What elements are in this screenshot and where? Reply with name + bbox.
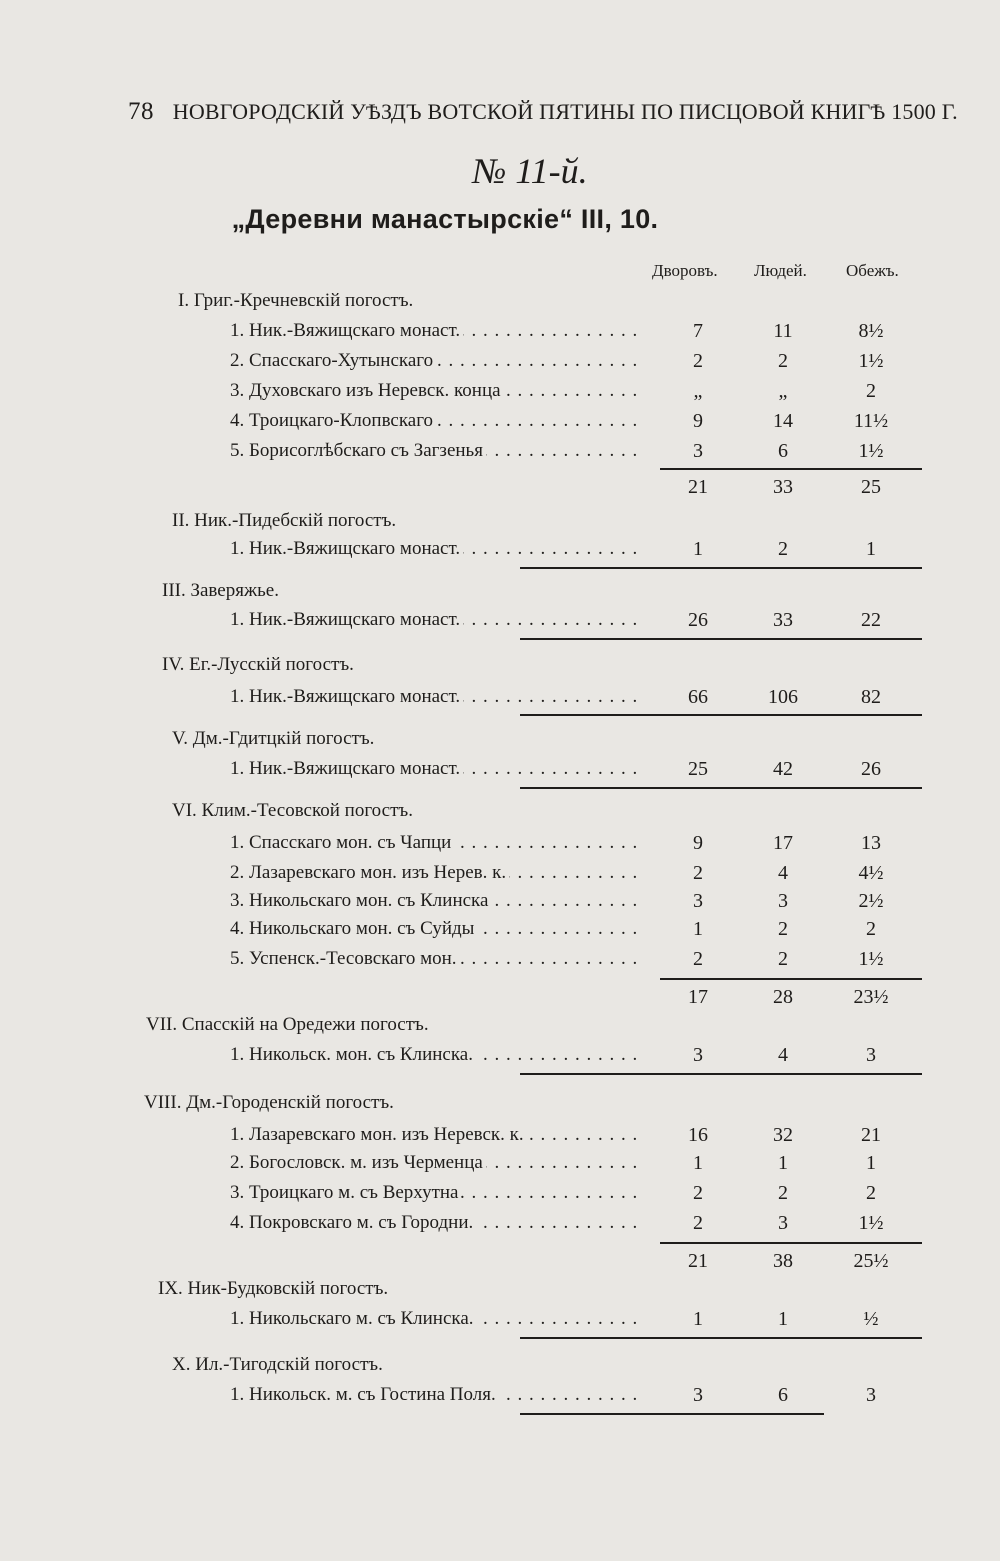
people-total: 33 [773,476,793,498]
table-row [230,1178,920,1208]
households-value: 3 [693,1384,703,1406]
row-label: 1. Лазаревскаго мон. изъ Неревск. к. [230,1124,527,1145]
obzhi-total: 25 [861,476,881,498]
people-value: 1 [778,1152,788,1174]
households-total: 21 [688,476,708,498]
people-value: 6 [778,1384,788,1406]
row-label: 1. Ник.-Вяжищскаго монаст. [230,538,463,559]
people-value: 17 [773,832,793,854]
row-label: 4. Покровскаго м. съ Городни. [230,1212,476,1233]
section-rule [520,714,922,716]
table-row [230,944,920,974]
people-value: 2 [778,350,788,372]
table-row [230,534,920,564]
people-value: 2 [778,918,788,940]
people-value: 32 [773,1124,793,1146]
households-value: 3 [693,1044,703,1066]
obzhi-value: 13 [861,832,881,854]
section-heading: V. Дм.-Гдитцкiй погостъ. [172,728,375,749]
people-value: 2 [778,538,788,560]
people-value: 2 [778,1182,788,1204]
households-value: 3 [693,890,703,912]
table-row [230,605,920,635]
table-row [230,858,920,888]
households-value: 1 [693,538,703,560]
people-value: 4 [778,1044,788,1066]
table-row [230,1380,920,1410]
row-label: 3. Никольскаго мон. съ Клинска [230,890,491,911]
people-value: 6 [778,440,788,462]
section-heading: VI. Клим.-Тесовской погостъ. [172,800,413,821]
people-total: 38 [773,1250,793,1272]
households-value: 16 [688,1124,708,1146]
people-total: 28 [773,986,793,1008]
people-value: 42 [773,758,793,780]
obzhi-value: 8½ [858,320,884,342]
column-header-households: Дворовъ. [652,261,718,280]
row-label: 3. Духовскаго изъ Неревск. конца [230,380,504,401]
section-rule [520,1413,824,1415]
obzhi-value: 4½ [858,862,884,884]
households-value: „ [693,380,703,402]
row-label: 1. Спасскаго мон. съ Чапци [230,832,454,853]
obzhi-value: 2 [866,380,876,402]
people-value: 106 [768,686,798,708]
table-row [230,886,920,916]
row-label: 2. Спасскаго-Хутынскаго [230,350,436,371]
people-value: 3 [778,890,788,912]
row-label: 1. Ник.-Вяжищскаго монаст. [230,609,463,630]
households-value: 2 [693,1212,703,1234]
section-heading: II. Ник.-Пидебскiй погостъ. [172,510,397,531]
running-head-text: НОВГОРОДСКIЙ УѢЗДЪ ВОТСКОЙ ПЯТИНЫ ПО ПИСЦОВОЙ КНИГѢ 1500 Г. [172,99,958,124]
table-row [230,436,920,466]
section-rule [520,1337,922,1339]
section-heading: I. Григ.-Кречневскiй погостъ. [178,290,414,311]
obzhi-value: 2 [866,918,876,940]
section-rule [520,1073,922,1075]
table-row [230,1120,920,1150]
obzhi-total: 25½ [853,1250,889,1272]
table-row [230,346,920,376]
column-header-people: Людей. [754,261,807,280]
total-rule [660,978,922,980]
people-value: 33 [773,609,793,631]
section-rule [520,787,922,789]
households-value: 26 [688,609,708,631]
total-row [230,1246,920,1276]
obzhi-value: 2 [866,1182,876,1204]
document-number: № 11-й. [472,151,588,191]
table-row [230,406,920,436]
total-rule [660,468,922,470]
people-value: „ [778,380,788,402]
total-rule [660,1242,922,1244]
row-label: 1. Ник.-Вяжищскаго монаст. [230,686,463,707]
obzhi-value: 1½ [858,1212,884,1234]
row-label: 1. Никольскаго м. съ Клинска. [230,1308,477,1329]
obzhi-value: 26 [861,758,881,780]
section-rule [520,638,922,640]
table-row [230,828,920,858]
table-row [230,1040,920,1070]
row-label: 2. Лазаревскаго мон. изъ Нерев. к. [230,862,509,883]
households-value: 7 [693,320,703,342]
obzhi-value: 3 [866,1384,876,1406]
obzhi-value: 11½ [853,410,889,432]
row-label: 2. Богословск. м. изъ Черменца [230,1152,486,1173]
row-label: 1. Никольск. мон. съ Клинска. [230,1044,476,1065]
obzhi-value: 1½ [858,440,884,462]
section-heading: IV. Ег.-Лусскiй погостъ. [162,654,354,675]
table-row [230,1304,920,1334]
people-value: 1 [778,1308,788,1330]
households-value: 66 [688,686,708,708]
row-label: 5. Успенск.-Тесовскаго мон. [230,948,460,969]
row-label: 3. Троицкаго м. съ Верхутна [230,1182,461,1203]
row-label: 4. Троицкаго-Клопвскаго [230,410,436,431]
row-label: 1. Ник.-Вяжищскаго монаст. [230,758,463,779]
households-value: 1 [693,1308,703,1330]
obzhi-value: 21 [861,1124,881,1146]
households-total: 21 [688,1250,708,1272]
households-value: 2 [693,948,703,970]
section-heading: IX. Ник-Будковскiй погостъ. [158,1278,389,1299]
total-row [230,472,920,502]
running-head [128,98,958,126]
people-value: 3 [778,1212,788,1234]
households-value: 1 [693,918,703,940]
people-value: 2 [778,948,788,970]
table-row [230,1148,920,1178]
table-row [230,316,920,346]
households-value: 2 [693,862,703,884]
page-number: 78 [128,98,154,125]
row-label: 5. Борисоглѣбскаго съ Загзенья [230,440,486,461]
households-value: 25 [688,758,708,780]
obzhi-value: 1½ [858,948,884,970]
section-heading: VIII. Дм.-Городенскiй погостъ. [144,1092,394,1113]
people-value: 14 [773,410,793,432]
obzhi-total: 23½ [853,986,889,1008]
people-value: 11 [773,320,793,342]
households-total: 17 [688,986,708,1008]
households-value: 2 [693,350,703,372]
row-label: 1. Никольск. м. съ Гостина Поля. [230,1384,499,1405]
document-title: „Деревни манастырскiе“ III, 10. [231,204,659,234]
table-row [230,914,920,944]
households-value: 1 [693,1152,703,1174]
households-value: 3 [693,440,703,462]
obzhi-value: 1 [866,1152,876,1174]
people-value: 4 [778,862,788,884]
obzhi-value: 2½ [858,890,884,912]
households-value: 9 [693,410,703,432]
table-row [230,376,920,406]
section-heading: III. Заверяжье. [162,580,279,601]
table-row [230,1208,920,1238]
obzhi-value: 1½ [858,350,884,372]
households-value: 2 [693,1182,703,1204]
total-row [230,982,920,1012]
table-row [230,754,920,784]
obzhi-value: 82 [861,686,881,708]
row-label: 4. Никольскаго мон. съ Суйды [230,918,477,939]
table-row [230,682,920,712]
obzhi-value: ½ [863,1308,879,1330]
section-heading: VII. Спасскiй на Оредежи погостъ. [146,1014,429,1035]
obzhi-value: 1 [866,538,876,560]
obzhi-value: 22 [861,609,881,631]
households-value: 9 [693,832,703,854]
obzhi-value: 3 [866,1044,876,1066]
section-heading: X. Ил.-Тигодскiй погостъ. [172,1354,383,1375]
row-label: 1. Ник.-Вяжищскаго монаст. [230,320,463,341]
column-header-obzhi: Обежъ. [846,261,899,280]
section-rule [520,567,922,569]
